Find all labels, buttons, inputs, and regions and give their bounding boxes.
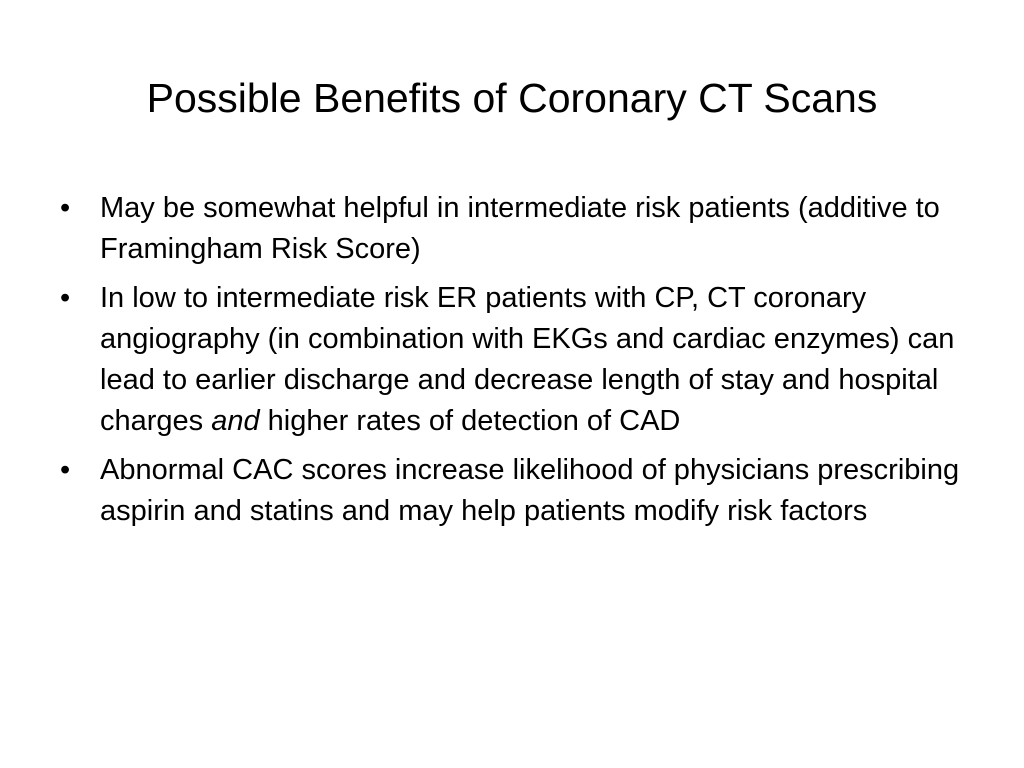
bullet-text-part: In low to intermediate risk ER patients with CP, CT coronary angiography (in combination with EKGs and cardiac enzymes) can lead to earlier discharge and decrease length of stay and hospital charges bbox=[100, 282, 955, 437]
bullet-list bbox=[58, 188, 978, 540]
bullet-text-part: higher rates of detection of CAD bbox=[259, 405, 681, 437]
bullet-icon: • bbox=[60, 192, 71, 224]
bullet-icon: • bbox=[60, 282, 71, 314]
bullet-text-emphasis: and bbox=[211, 405, 260, 437]
bullet-text bbox=[100, 282, 954, 437]
slide-title: Possible Benefits of Coronary CT Scans bbox=[146, 75, 878, 121]
bullet-item bbox=[58, 278, 978, 442]
bullet-icon: • bbox=[60, 454, 71, 486]
bullet-text: Abnormal CAC scores increase likelihood of physicians prescribing aspirin and statins and may help patients modify risk factors bbox=[100, 454, 960, 527]
bullet-item bbox=[58, 188, 978, 270]
bullet-text: May be somewhat helpful in intermediate risk patients (additive to Framingham Risk Score) bbox=[100, 192, 940, 265]
bullet-item bbox=[58, 450, 978, 532]
